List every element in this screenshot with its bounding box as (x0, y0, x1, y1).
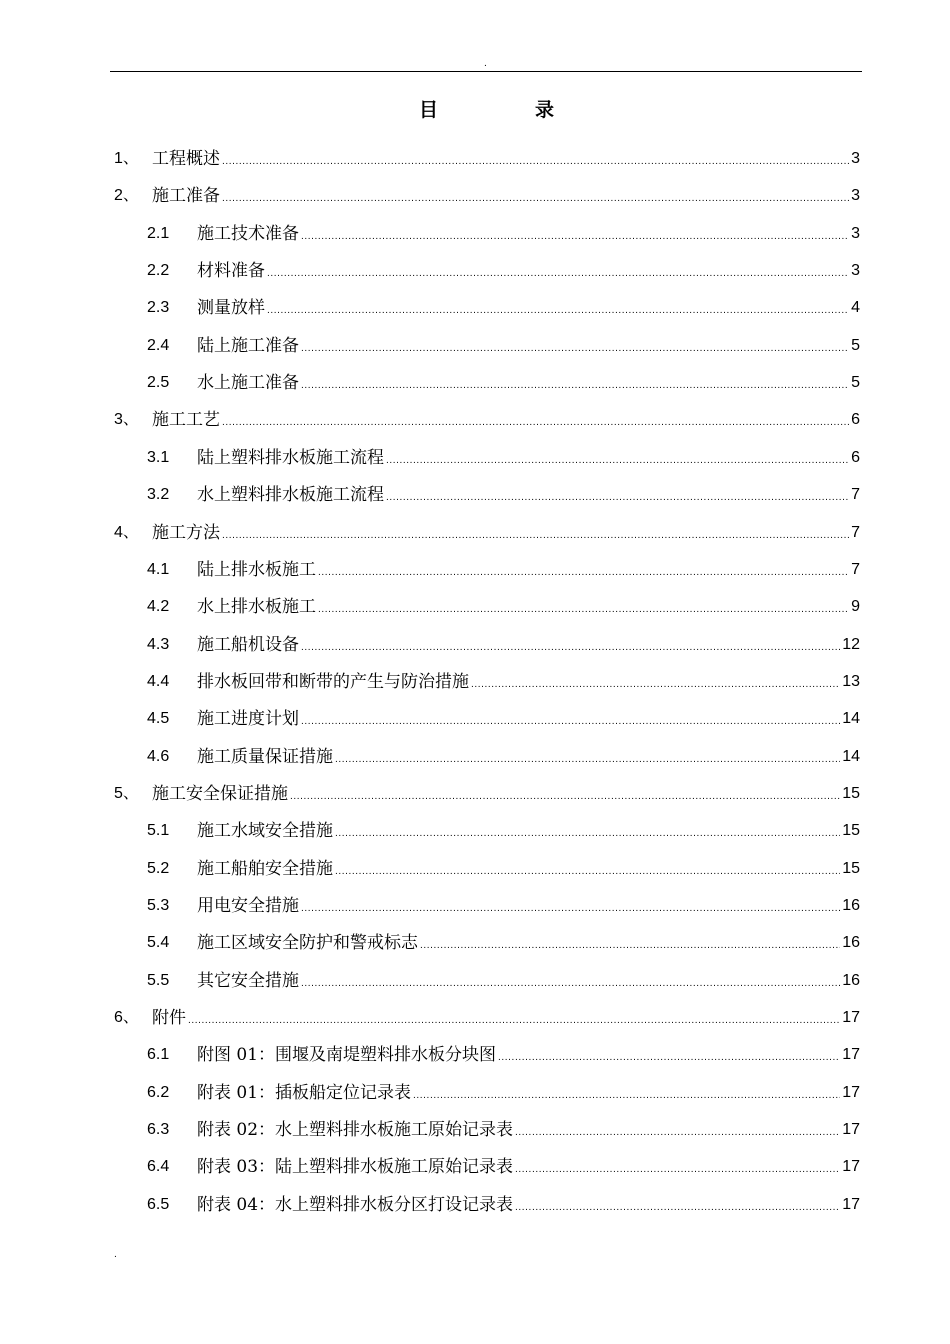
toc-entry[interactable] (114, 520, 860, 546)
toc-entry-number: 2.1 (147, 225, 170, 242)
toc-entry[interactable] (147, 1154, 860, 1180)
toc-entry-number: 4.4 (147, 673, 170, 690)
toc-entry-number: 4.2 (147, 598, 170, 615)
toc-entry-page: 6 (851, 449, 860, 466)
toc-entry[interactable] (147, 445, 860, 471)
toc-entry[interactable] (147, 221, 860, 247)
toc-entry-label: 附表 01：插板船定位记录表 (197, 1083, 412, 1103)
toc-entry-label: 附件 (152, 1008, 186, 1028)
toc-entry-number: 2、 (114, 187, 139, 204)
toc-entry-number: 5.1 (147, 822, 170, 839)
toc-entry-number: 2.5 (147, 374, 170, 391)
toc-entry-number: 5.2 (147, 860, 170, 877)
toc-entry-page: 16 (842, 972, 860, 989)
toc-dot-leader (290, 787, 840, 807)
toc-entry-number: 5.5 (147, 972, 170, 989)
toc-entry-page: 7 (851, 561, 860, 578)
toc-entry-label: 用电安全措施 (197, 896, 299, 916)
toc-entry-label: 施工区域安全防护和警戒标志 (197, 933, 418, 953)
toc-entry-page: 7 (851, 524, 860, 541)
toc-entry-page: 17 (842, 1046, 860, 1063)
toc-dot-leader (318, 600, 849, 620)
toc-dot-leader (301, 638, 840, 658)
toc-entry-number: 6、 (114, 1009, 139, 1026)
toc-entry-label: 施工水域安全措施 (197, 821, 333, 841)
toc-entry-label: 施工进度计划 (197, 709, 299, 729)
toc-dot-leader (301, 712, 840, 732)
toc-title-part-2: 录 (535, 99, 555, 121)
toc-entry-page: 17 (842, 1084, 860, 1101)
toc-entry-page: 3 (851, 225, 860, 242)
toc-entry-page: 17 (842, 1009, 860, 1026)
toc-entry-number: 6.3 (147, 1121, 170, 1138)
toc-entry-label: 水上施工准备 (197, 373, 299, 393)
toc-entry-number: 5.3 (147, 897, 170, 914)
toc-entry-number: 4、 (114, 524, 139, 541)
toc-entry-label: 施工安全保证措施 (152, 784, 288, 804)
toc-title (0, 96, 950, 124)
toc-entry-page: 12 (842, 636, 860, 653)
toc-dot-leader (301, 227, 849, 247)
toc-entry[interactable] (147, 669, 860, 695)
toc-entry-page: 13 (842, 673, 860, 690)
toc-entry-number: 3.2 (147, 486, 170, 503)
toc-entry[interactable] (147, 706, 860, 732)
toc-entry-page: 14 (842, 748, 860, 765)
toc-dot-leader (318, 563, 849, 583)
toc-entry-label: 施工船舶安全措施 (197, 859, 333, 879)
toc-entry-page: 7 (851, 486, 860, 503)
toc-entry-number: 4.1 (147, 561, 170, 578)
toc-dot-leader (301, 376, 849, 396)
toc-entry-number: 5、 (114, 785, 139, 802)
toc-dot-leader (188, 1011, 840, 1031)
toc-entry-label: 陆上排水板施工 (197, 560, 316, 580)
toc-entry-label: 施工工艺 (152, 410, 220, 430)
toc-entry-label: 水上塑料排水板施工流程 (197, 485, 384, 505)
toc-entry-label: 附表 04：水上塑料排水板分区打设记录表 (197, 1195, 514, 1215)
toc-entry-page: 6 (851, 411, 860, 428)
toc-dot-leader (335, 750, 840, 770)
toc-entry-page: 3 (851, 262, 860, 279)
toc-dot-leader (413, 1086, 840, 1106)
toc-dot-leader (515, 1160, 840, 1180)
toc-entry-label: 陆上施工准备 (197, 336, 299, 356)
toc-entry-label: 附表 03：陆上塑料排水板施工原始记录表 (197, 1157, 514, 1177)
toc-dot-leader (515, 1123, 840, 1143)
toc-entry-label: 附表 02：水上塑料排水板施工原始记录表 (197, 1120, 514, 1140)
toc-entry-number: 3.1 (147, 449, 170, 466)
toc-entry[interactable] (147, 295, 860, 321)
toc-entry[interactable] (147, 557, 860, 583)
toc-dot-leader (301, 339, 849, 359)
toc-entry[interactable] (147, 856, 860, 882)
toc-entry[interactable] (147, 482, 860, 508)
header-rule (110, 71, 862, 72)
toc-entry-label: 工程概述 (152, 149, 220, 169)
footer-dot: . (114, 1250, 117, 1260)
toc-entry-number: 5.4 (147, 934, 170, 951)
toc-entry-page: 15 (842, 822, 860, 839)
toc-dot-leader (267, 301, 849, 321)
toc-entry-number: 6.4 (147, 1158, 170, 1175)
toc-dot-leader (267, 264, 849, 284)
toc-entry-label: 施工技术准备 (197, 224, 299, 244)
toc-dot-leader (386, 488, 849, 508)
toc-entry-number: 2.3 (147, 299, 170, 316)
toc-entry-page: 17 (842, 1196, 860, 1213)
toc-entry[interactable] (147, 333, 860, 359)
toc-title-part-1: 目 (419, 99, 439, 121)
toc-entry[interactable] (114, 781, 860, 807)
header-dot: . (484, 59, 487, 69)
toc-entry[interactable] (147, 744, 860, 770)
toc-entry-number: 6.5 (147, 1196, 170, 1213)
toc-dot-leader (222, 526, 849, 546)
toc-entry-label: 排水板回带和断带的产生与防治措施 (197, 672, 469, 692)
toc-entry-label: 施工方法 (152, 523, 220, 543)
toc-entry-page: 15 (842, 860, 860, 877)
toc-dot-leader (498, 1048, 840, 1068)
toc-entry[interactable] (114, 183, 860, 209)
toc-dot-leader (515, 1198, 840, 1218)
toc-entry-page: 15 (842, 785, 860, 802)
toc-dot-leader (335, 824, 840, 844)
toc-dot-leader (471, 675, 840, 695)
toc-entry-page: 3 (851, 187, 860, 204)
toc-entry[interactable] (147, 1080, 860, 1106)
toc-dot-leader (301, 974, 840, 994)
toc-entry[interactable] (147, 370, 860, 396)
toc-entry-number: 2.2 (147, 262, 170, 279)
toc-dot-leader (301, 899, 840, 919)
toc-entry-page: 17 (842, 1158, 860, 1175)
toc-entry-page: 5 (851, 374, 860, 391)
toc-entry-number: 4.3 (147, 636, 170, 653)
toc-entry-number: 4.5 (147, 710, 170, 727)
toc-entry[interactable] (147, 893, 860, 919)
toc-entry-page: 17 (842, 1121, 860, 1138)
toc-entry-label: 测量放样 (197, 298, 265, 318)
toc-entry-number: 2.4 (147, 337, 170, 354)
toc-entry[interactable] (114, 407, 860, 433)
toc-entry-number: 1、 (114, 150, 139, 167)
toc-entry[interactable] (147, 818, 860, 844)
toc-entry[interactable] (147, 594, 860, 620)
toc-entry[interactable] (147, 968, 860, 994)
toc-entry-page: 16 (842, 897, 860, 914)
toc-entry-number: 3、 (114, 411, 139, 428)
toc-entry-label: 陆上塑料排水板施工流程 (197, 448, 384, 468)
toc-entry-label: 水上排水板施工 (197, 597, 316, 617)
toc-entry[interactable] (147, 1117, 860, 1143)
toc-entry-page: 14 (842, 710, 860, 727)
toc-dot-leader (222, 413, 849, 433)
toc-entry[interactable] (114, 146, 860, 172)
toc-dot-leader (386, 451, 849, 471)
toc-entry-number: 4.6 (147, 748, 170, 765)
toc-dot-leader (222, 189, 849, 209)
toc-entry-page: 4 (851, 299, 860, 316)
toc-entry[interactable] (147, 930, 860, 956)
toc-entry-number: 6.2 (147, 1084, 170, 1101)
toc-entry-page: 9 (851, 598, 860, 615)
toc-entry[interactable] (147, 258, 860, 284)
toc-entry-label: 施工质量保证措施 (197, 747, 333, 767)
toc-entry-label: 材料准备 (197, 261, 265, 281)
toc-entry-page: 16 (842, 934, 860, 951)
toc-entry[interactable] (147, 632, 860, 658)
toc-entry[interactable] (147, 1192, 860, 1218)
toc-entry-number: 6.1 (147, 1046, 170, 1063)
toc-dot-leader (335, 862, 840, 882)
toc-entry[interactable] (114, 1005, 860, 1031)
toc-entry-label: 其它安全措施 (197, 971, 299, 991)
toc-entry-label: 附图 01：围堰及南堤塑料排水板分块图 (197, 1045, 497, 1065)
toc-entry[interactable] (147, 1042, 860, 1068)
toc-dot-leader (420, 936, 840, 956)
toc-entry-page: 3 (851, 150, 860, 167)
toc-entry-label: 施工船机设备 (197, 635, 299, 655)
toc-dot-leader (222, 152, 849, 172)
toc-entry-label: 施工准备 (152, 186, 220, 206)
toc-entry-page: 5 (851, 337, 860, 354)
